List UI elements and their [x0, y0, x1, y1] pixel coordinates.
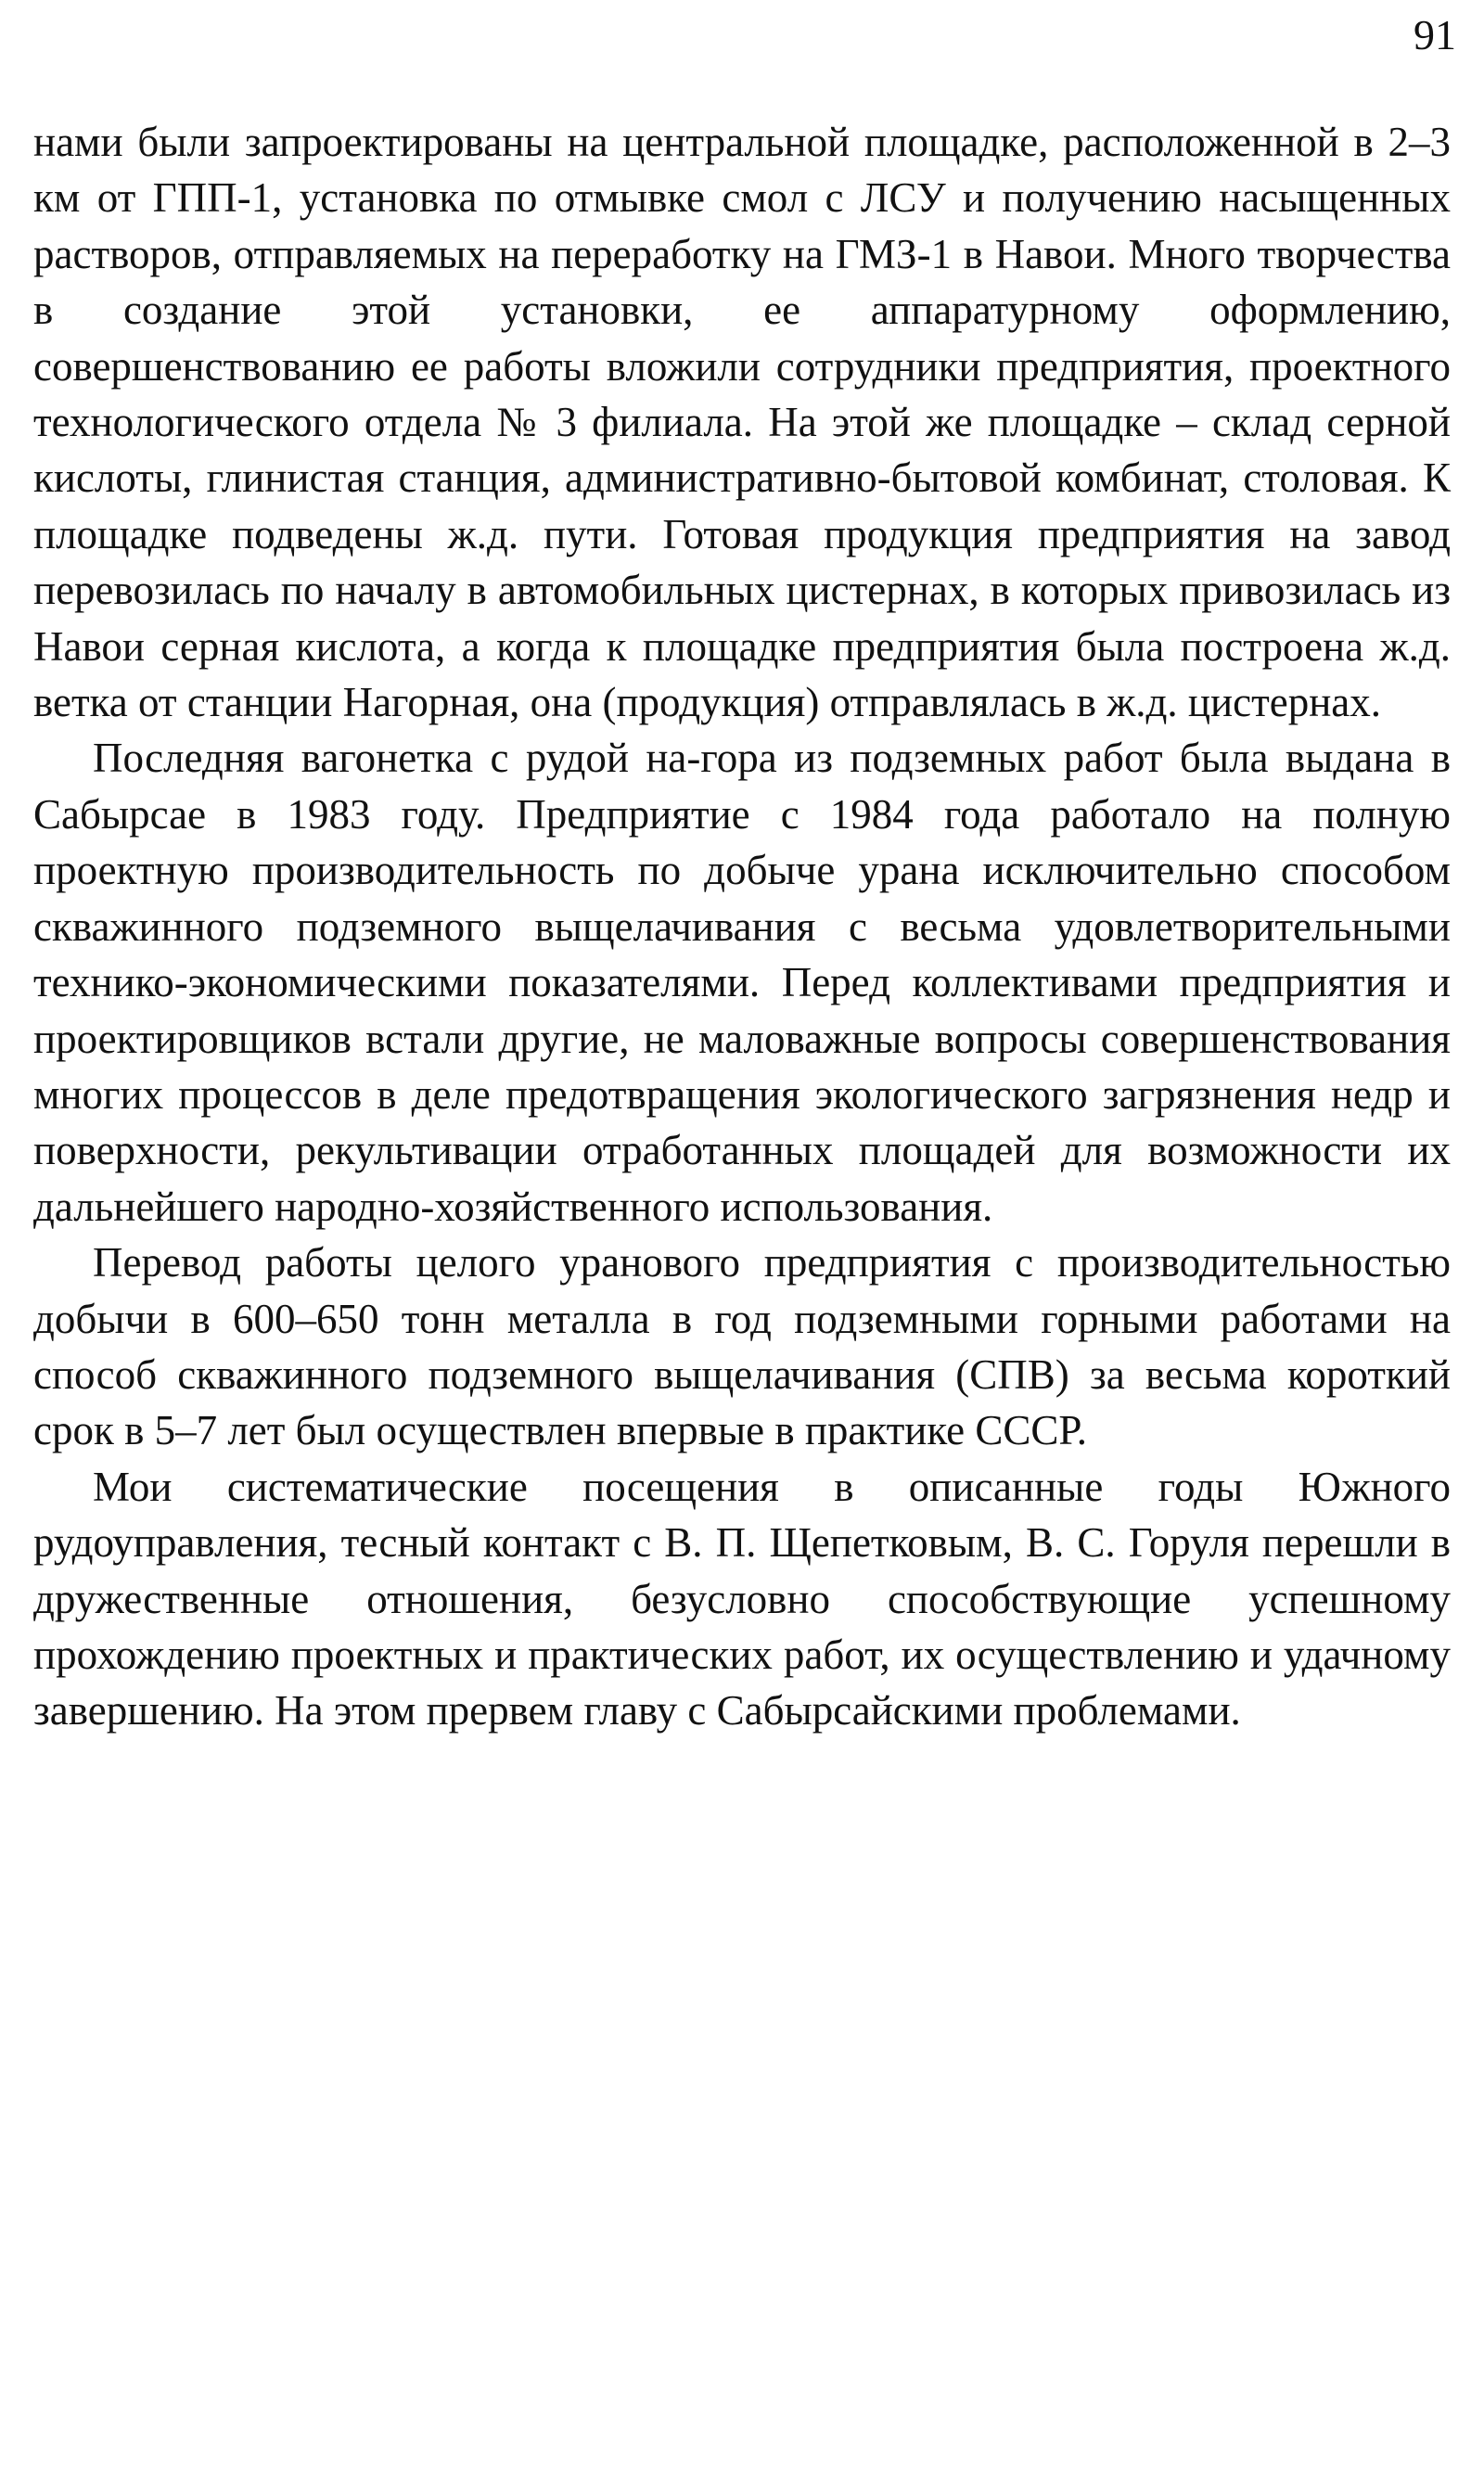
- page-number: 91: [1414, 11, 1456, 58]
- paragraph-continuation: нами были запроектированы на центральной площадке, расположенной в 2–3 км от ГПП-1, установка по отмывке смол с ЛСУ и получению насыщенных растворов, отправляемых на переработку на ГМЗ-1 в Навои. Много творчества в создание этой установки, ее аппаратурному оформлению, совершенствованию ее работы вложили сотрудники предприятия, проектного технологического отдела № 3 филиала. На этой же площадке – склад серной кислоты, глинистая станция, административно-бытовой комбинат, столовая. К площадке подведены ж.д. пути. Готовая продукция предприятия на завод перевозилась по началу в автомобильных цистернах, в которых привозилась из Навои серная кислота, а когда к площадке предприятия была построена ж.д. ветка от станции Нагорная, она (продукция) отправлялась в ж.д. цистернах.: [33, 119, 1451, 726]
- paragraph: Перевод работы целого уранового предприятия с производительностью добычи в 600–650 тонн металла в год подземными горными работами на способ скважинного подземного выщелачивания (СПВ) за весьма короткий срок в 5–7 лет был осуществлен впервые в практике СССР.: [33, 1239, 1451, 1454]
- body-text: [33, 114, 1451, 1739]
- paragraph: Последняя вагонетка с рудой на-гора из подземных работ была выдана в Сабырсае в 1983 году. Предприятие с 1984 года работало на полную проектную производительность по добыче урана исключительно способом скважинного подземного выщелачивания с весьма удовлетворительными технико-экономическими показателями. Перед коллективами предприятия и проектировщиков встали другие, не маловажные вопросы совершенствования многих процессов в деле предотвращения экологического загрязнения недр и поверхности, рекультивации отработанных площадей для возможности их дальнейшего народно-хозяйственного использования.: [33, 735, 1451, 1230]
- paragraph: Мои систематические посещения в описанные годы Южного рудоуправления, тесный контакт с В. П. Щепетковым, В. С. Горуля перешли в дружественные отношения, безусловно способствующие успешному прохождению проектных и практических работ, их осуществлению и удачному завершению. На этом прервем главу с Сабырсайскими проблемами.: [33, 1463, 1451, 1734]
